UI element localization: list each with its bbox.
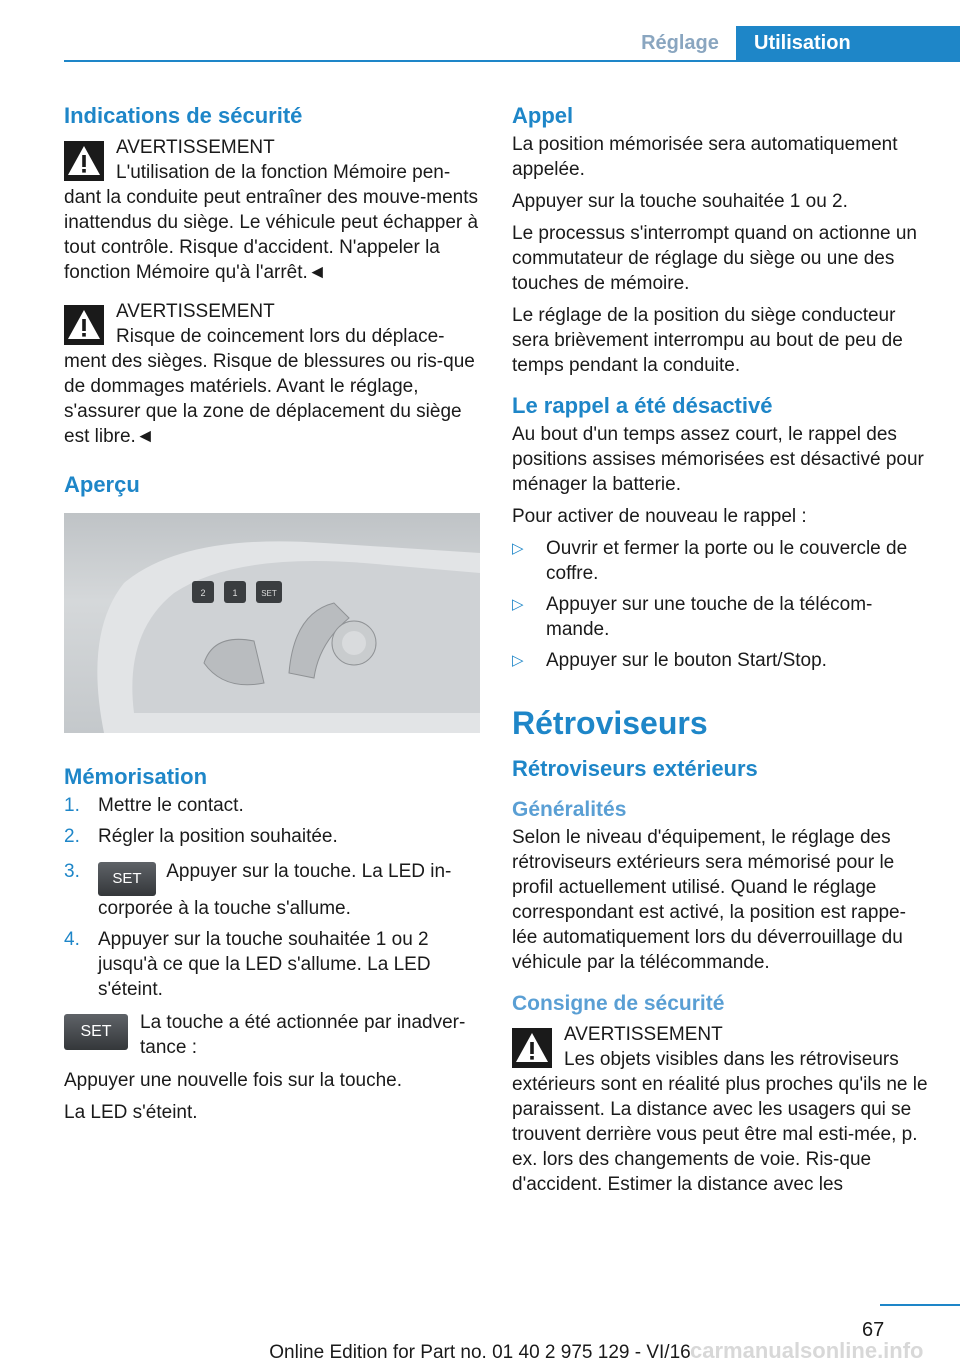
warning-block-1 bbox=[64, 135, 482, 285]
seat-panel-illustration bbox=[64, 513, 480, 733]
page-number: 67 bbox=[862, 1319, 885, 1341]
warning-icon bbox=[512, 1028, 552, 1068]
list-item: 2. Régler la position souhaitée. bbox=[64, 826, 338, 847]
photo-btn-1: 1 bbox=[232, 588, 238, 598]
set-note: SET La touche a été actionnée par inadver‐tance : bbox=[64, 1010, 482, 1060]
paragraph: Appuyer sur la touche souhaitée 1 ou 2. bbox=[512, 191, 848, 212]
bullet-list bbox=[512, 536, 930, 673]
retro-heading: Rétroviseurs bbox=[512, 705, 708, 741]
edition-footer: Online Edition for Part no. 01 40 2 975 129 - VI/16 bbox=[269, 1342, 691, 1363]
paragraph: Selon le niveau d'équipement, le réglage des rétroviseurs extérieurs sera mémorisé pour le profil actuellement utilisé. Quand le réglage correspondant est activé, la position est rappe‐lée automatiquement lors du déverrouillage du véhicule par la télécommande. bbox=[512, 827, 906, 973]
warning-block-3 bbox=[512, 1022, 930, 1197]
right-column bbox=[512, 100, 930, 1204]
footer-rule bbox=[880, 1304, 960, 1306]
list-item: 3. SET Appuyer sur la touche. La LED in‐corporée à la touche s'allume. bbox=[64, 861, 452, 919]
photo-btn-set: SET bbox=[261, 589, 277, 598]
photo-btn-2: 2 bbox=[200, 588, 206, 598]
retro-ext-heading: Rétroviseurs extérieurs bbox=[512, 756, 758, 781]
list-item: 4. Appuyer sur la touche souhaitée 1 ou 2 jusqu'à ce que la LED s'allume. La LED s'éteint. bbox=[64, 929, 431, 1000]
warning-text: Les objets visibles dans les rétroviseurs extérieurs sont en réalité plus proches qu'ils ne le paraissent. La distance avec les usagers qui se trouvent derrière vous peut être mal esti‐mée, p. ex. lors des changements de voie. Ris‐que d'accident. Estimer la distance avec les bbox=[512, 1049, 928, 1195]
paragraph: Pour activer de nouveau le rappel : bbox=[512, 506, 807, 527]
paragraph: Le réglage de la position du siège conducteur sera brièvement interrompu au bout de peu de temps pendant la conduite. bbox=[512, 305, 903, 376]
memorisation-heading: Mémorisation bbox=[64, 764, 208, 789]
paragraph: La position mémorisée sera automatiquement appelée. bbox=[512, 134, 898, 180]
warning-icon bbox=[64, 141, 104, 181]
warning-text: Risque de coincement lors du déplace‐ment des sièges. Risque de blessures ou ris‐que de dommages matériels. Avant le réglage, s'assurer que la zone de déplacement du siège est libre.◄ bbox=[64, 326, 475, 447]
safety-heading: Indications de sécurité bbox=[64, 103, 303, 128]
tab-utilisation[interactable]: Utilisation bbox=[736, 26, 960, 62]
warning-title: AVERTISSEMENT bbox=[116, 301, 275, 322]
consigne-heading: Consigne de sécurité bbox=[512, 992, 725, 1015]
warning-block-2 bbox=[64, 299, 482, 449]
tab-reglage[interactable]: Réglage bbox=[641, 32, 719, 54]
rappel-heading: Le rappel a été désactivé bbox=[512, 393, 773, 418]
page-header bbox=[0, 26, 960, 62]
warning-text: L'utilisation de la fonction Mémoire pen‐dant la conduite peut entraîner des mouve‐ments inattendus du siège. Le véhicule peut échapper à tout contrôle. Risque d'accident. N'appeler la fonction Mémoire qu'à l'arrêt.◄ bbox=[64, 162, 479, 283]
paragraph: Au bout d'un temps assez court, le rappel des positions assises mémorisées est désactivé pour ménager la batterie. bbox=[512, 424, 924, 495]
paragraph: Le processus s'interrompt quand on actionne un commutateur de réglage du siège ou une des touches de mémoire. bbox=[512, 223, 917, 294]
generalites-heading: Généralités bbox=[512, 798, 627, 821]
appel-heading: Appel bbox=[512, 103, 574, 128]
warning-title: AVERTISSEMENT bbox=[116, 137, 275, 158]
left-column bbox=[64, 100, 482, 1132]
warning-title: AVERTISSEMENT bbox=[564, 1024, 723, 1045]
list-item: ▷ Appuyer sur le bouton Start/Stop. bbox=[512, 650, 827, 671]
set-button-icon: SET bbox=[98, 862, 156, 896]
set-button-icon: SET bbox=[64, 1014, 128, 1050]
paragraph: La LED s'éteint. bbox=[64, 1102, 198, 1123]
list-item: ▷ Ouvrir et fermer la porte ou le couvercle de coffre. bbox=[512, 538, 908, 584]
steps-list bbox=[64, 793, 482, 1002]
paragraph: Appuyer une nouvelle fois sur la touche. bbox=[64, 1070, 402, 1091]
apercu-heading: Aperçu bbox=[64, 472, 140, 497]
seat-controls-photo bbox=[64, 513, 480, 733]
header-rule bbox=[64, 60, 960, 62]
list-item: ▷ Appuyer sur une touche de la télécom‐mande. bbox=[512, 594, 873, 640]
list-item: 1. Mettre le contact. bbox=[64, 795, 244, 816]
warning-icon bbox=[64, 305, 104, 345]
watermark: carmanualsonline.info bbox=[690, 1338, 924, 1363]
